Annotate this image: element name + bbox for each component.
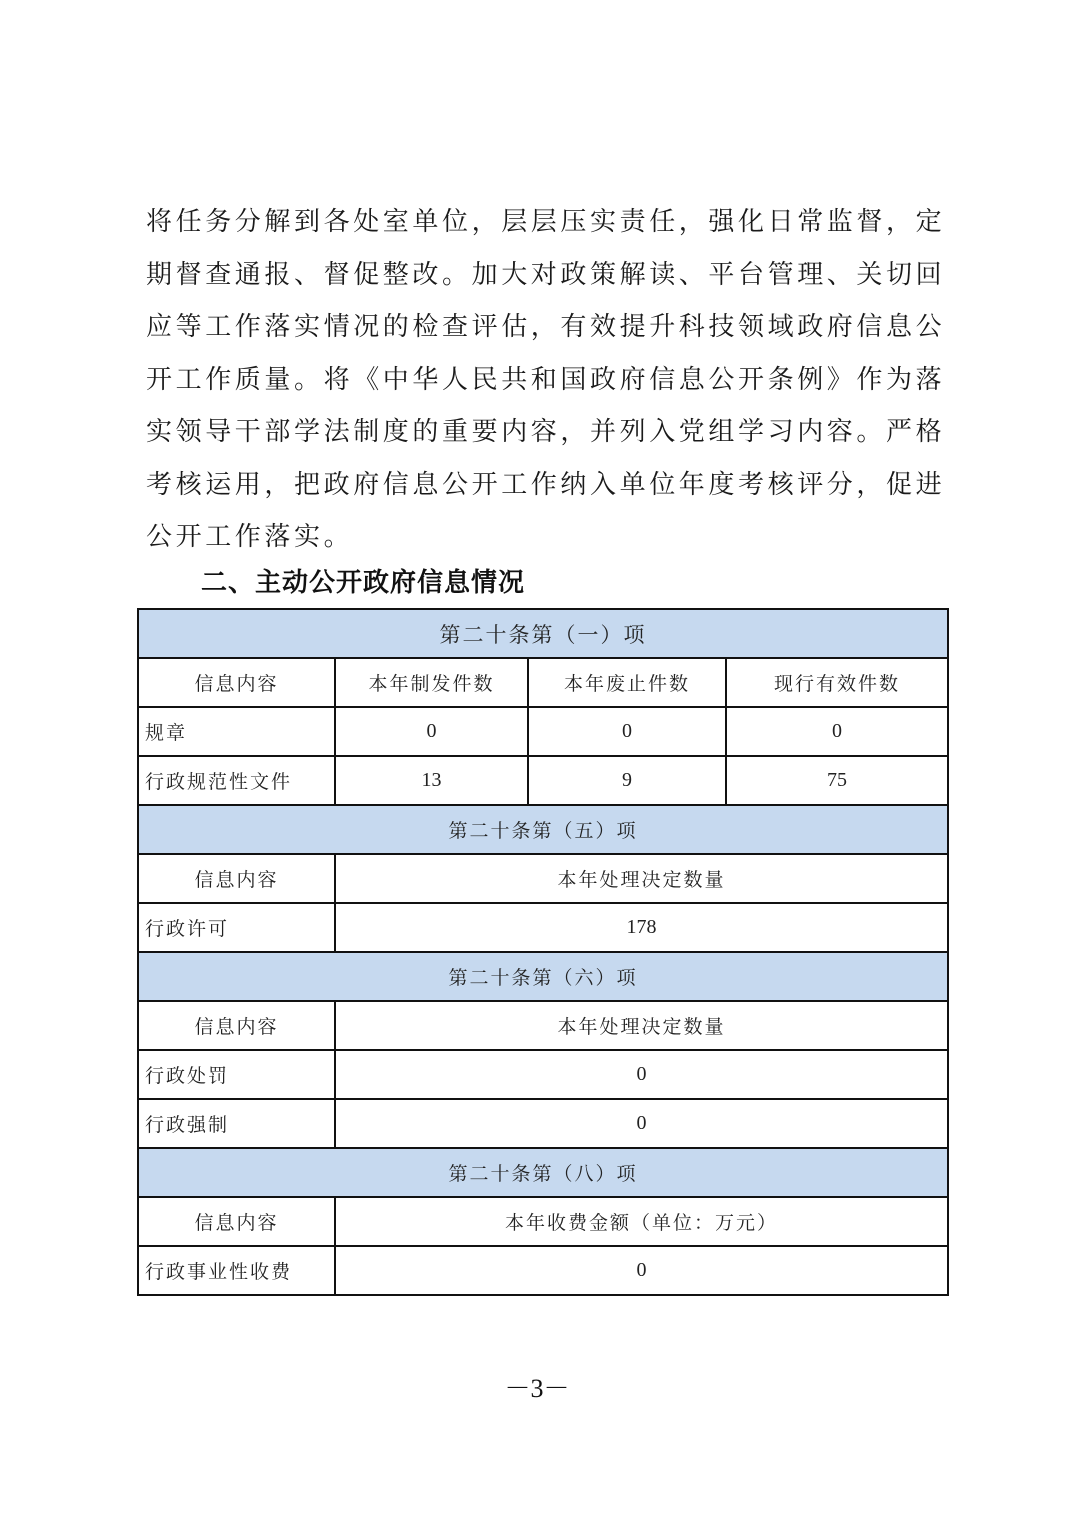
- body-paragraph: [146, 196, 946, 564]
- paragraph-line: 期督查通报、督促整改。加大对政策解读、平台管理、关切回: [146, 259, 946, 290]
- paragraph-line: 将任务分解到各处室单位，层层压实责任，强化日常监督，定: [146, 207, 946, 237]
- table-row: [138, 707, 948, 756]
- paragraph-line: 开工作质量。将《中华人民共和国政府信息公开条例》作为落: [146, 364, 946, 395]
- header-cell: 本年处理决定数量: [335, 854, 948, 903]
- paragraph-line: 应等工作落实情况的检查评估，有效提升科技领域政府信息公: [146, 312, 946, 342]
- page-number: －3－: [504, 1374, 570, 1403]
- table-row: [138, 1246, 948, 1295]
- paragraph-line: 考核运用，把政府信息公开工作纳入单位年度考核评分，促进: [146, 469, 946, 500]
- section-title-cell: 第二十条第（五）项: [138, 805, 948, 854]
- header-cell: 本年废止件数: [528, 658, 726, 707]
- value-cell: 0: [335, 1050, 948, 1099]
- row-label: 行政处罚: [138, 1050, 335, 1099]
- header-cell: 本年处理决定数量: [335, 1001, 948, 1050]
- section-title-cell: 第二十条第（八）项: [138, 1148, 948, 1197]
- header-cell: 信息内容: [138, 658, 335, 707]
- column-header-row: [138, 1197, 948, 1246]
- value-cell: 0: [528, 707, 726, 756]
- value-cell: 9: [528, 756, 726, 805]
- section-header-row: [138, 609, 948, 658]
- header-cell: 本年制发件数: [335, 658, 528, 707]
- row-label: 行政强制: [138, 1099, 335, 1148]
- info-disclosure-table: [137, 608, 949, 1296]
- header-cell: 信息内容: [138, 1197, 335, 1246]
- row-label: 行政事业性收费: [138, 1246, 335, 1295]
- value-cell: 0: [335, 707, 528, 756]
- value-cell: 75: [726, 756, 948, 805]
- section-title-cell: 第二十条第（六）项: [138, 952, 948, 1001]
- column-header-row: [138, 1001, 948, 1050]
- header-cell: 本年收费金额（单位：万元）: [335, 1197, 948, 1246]
- table-row: [138, 903, 948, 952]
- table-row: [138, 1050, 948, 1099]
- paragraph-line: 公开工作落实。: [146, 522, 354, 552]
- value-cell: 0: [335, 1099, 948, 1148]
- value-cell: 0: [726, 707, 948, 756]
- header-cell: 信息内容: [138, 854, 335, 903]
- column-header-row: [138, 658, 948, 707]
- header-cell: 现行有效件数: [726, 658, 948, 707]
- row-label: 行政规范性文件: [138, 756, 335, 805]
- table-row: [138, 1099, 948, 1148]
- column-header-row: [138, 854, 948, 903]
- row-label: 规章: [138, 707, 335, 756]
- section-title-cell: 第二十条第（一）项: [138, 609, 948, 658]
- table-row: [138, 756, 948, 805]
- row-label: 行政许可: [138, 903, 335, 952]
- section-header-row: [138, 952, 948, 1001]
- paragraph-line: 实领导干部学法制度的重要内容，并列入党组学习内容。严格: [146, 417, 946, 447]
- section-header-row: [138, 1148, 948, 1197]
- section-heading: 二、主动公开政府信息情况: [201, 568, 526, 598]
- value-cell: 13: [335, 756, 528, 805]
- section-header-row: [138, 805, 948, 854]
- value-cell: 178: [335, 903, 948, 952]
- value-cell: 0: [335, 1246, 948, 1295]
- header-cell: 信息内容: [138, 1001, 335, 1050]
